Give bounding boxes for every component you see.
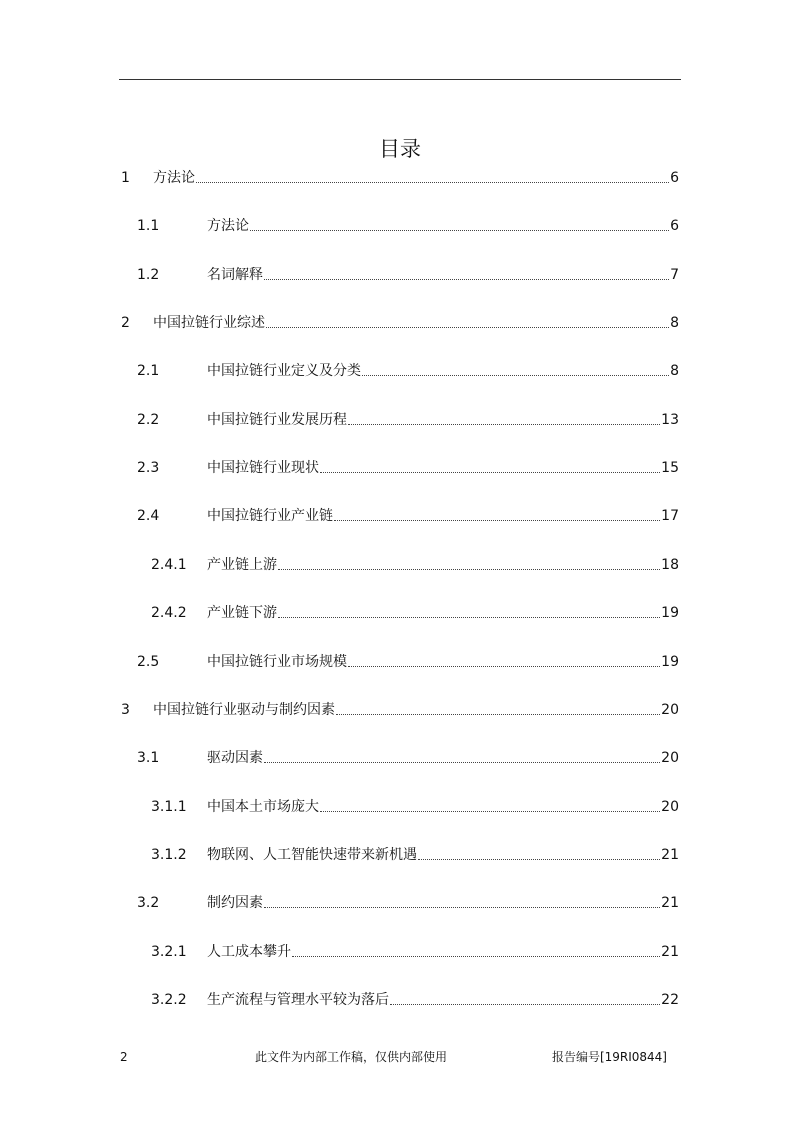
- toc-entry-page: 21: [661, 944, 679, 960]
- toc-entry-number: 2.1: [137, 363, 160, 379]
- footer-page-number: 2: [120, 1050, 128, 1064]
- toc-dot-leader: [278, 616, 660, 618]
- toc-entry-title: 名词解释: [207, 267, 263, 283]
- toc-entry-title: 中国拉链行业驱动与制约因素: [153, 702, 335, 718]
- toc-entry-page: 8: [670, 315, 679, 331]
- toc-dot-leader: [250, 229, 669, 231]
- toc-dot-leader: [348, 665, 660, 667]
- toc-entry-page: 13: [661, 412, 679, 428]
- toc-entry-page: 20: [661, 799, 679, 815]
- toc-entry-page: 20: [661, 702, 679, 718]
- toc-entry-title: 中国拉链行业产业链: [207, 508, 333, 524]
- toc-entry-page: 17: [661, 508, 679, 524]
- toc-entry-page: 21: [661, 847, 679, 863]
- toc-entry-number: 1.1: [137, 218, 160, 234]
- toc-entry-page: 6: [670, 218, 679, 234]
- toc-entry[interactable]: [119, 216, 681, 236]
- toc-entry[interactable]: [119, 652, 681, 672]
- toc-entry-number: 2.4: [137, 508, 160, 524]
- toc-entry-page: 22: [661, 992, 679, 1008]
- toc-entry-number: 3.2: [137, 895, 160, 911]
- toc-entry-title: 中国本土市场庞大: [207, 799, 319, 815]
- toc-entry-title: 方法论: [207, 218, 249, 234]
- toc-entry-title: 物联网、人工智能快速带来新机遇: [207, 847, 417, 863]
- toc-dot-leader: [264, 761, 660, 763]
- toc-dot-leader: [336, 713, 660, 715]
- toc-entry[interactable]: [119, 845, 681, 865]
- toc-entry-title: 产业链上游: [207, 557, 277, 573]
- toc-entry-number: 3.2.2: [151, 992, 187, 1008]
- toc-entry[interactable]: [119, 168, 681, 188]
- toc-entry-title: 方法论: [153, 170, 195, 186]
- toc-entry-number: 3.1: [137, 750, 160, 766]
- toc-dot-leader: [320, 810, 660, 812]
- toc-entry-number: 3.1.1: [151, 799, 187, 815]
- toc-entry-page: 7: [670, 267, 679, 283]
- toc-dot-leader: [348, 423, 660, 425]
- toc-entry-page: 18: [661, 557, 679, 573]
- toc-entry-page: 15: [661, 460, 679, 476]
- toc-entry[interactable]: [119, 700, 681, 720]
- toc-entry-number: 1: [121, 170, 130, 186]
- toc-entry-title: 产业链下游: [207, 605, 277, 621]
- footer-note: 此文件为内部工作稿，仅供内部使用: [255, 1050, 448, 1064]
- toc-entry[interactable]: [119, 410, 681, 430]
- toc-entry[interactable]: [119, 603, 681, 623]
- toc-dot-leader: [264, 278, 669, 280]
- toc-entry-page: 19: [661, 605, 679, 621]
- toc-entry-title: 中国拉链行业综述: [153, 315, 265, 331]
- toc-title: 目录: [379, 137, 421, 162]
- toc-entry-number: 2.5: [137, 654, 160, 670]
- toc-dot-leader: [196, 181, 669, 183]
- toc-entry[interactable]: [119, 361, 681, 381]
- toc-entry-title: 人工成本攀升: [207, 944, 291, 960]
- toc-entry[interactable]: [119, 458, 681, 478]
- toc-entry-page: 20: [661, 750, 679, 766]
- toc-dot-leader: [334, 519, 660, 521]
- toc-entry-number: 2: [121, 315, 130, 331]
- header-rule: [119, 79, 681, 80]
- toc-entry[interactable]: [119, 265, 681, 285]
- toc-entry[interactable]: [119, 990, 681, 1010]
- toc-dot-leader: [278, 568, 660, 570]
- toc-entry[interactable]: [119, 555, 681, 575]
- toc-entry[interactable]: [119, 748, 681, 768]
- toc-entry-number: 1.2: [137, 267, 160, 283]
- footer-report-number: 报告编号[19RI0844]: [551, 1050, 667, 1064]
- toc-dot-leader: [320, 471, 660, 473]
- toc-entry-number: 3.2.1: [151, 944, 187, 960]
- toc-entry[interactable]: [119, 797, 681, 817]
- toc-entry-title: 中国拉链行业发展历程: [207, 412, 347, 428]
- toc-entry-number: 3.1.2: [151, 847, 187, 863]
- toc-entry-title: 驱动因素: [207, 750, 263, 766]
- toc-dot-leader: [292, 955, 660, 957]
- toc-entry-title: 中国拉链行业定义及分类: [207, 363, 361, 379]
- toc-entry[interactable]: [119, 313, 681, 333]
- toc-entry-number: 3: [121, 702, 130, 718]
- toc-entry-number: 2.2: [137, 412, 160, 428]
- toc-entry[interactable]: [119, 942, 681, 962]
- toc-entry[interactable]: [119, 893, 681, 913]
- toc-entry-number: 2.4.2: [151, 605, 187, 621]
- toc-entry-page: 19: [661, 654, 679, 670]
- toc-entry-number: 2.3: [137, 460, 160, 476]
- toc-dot-leader: [266, 326, 669, 328]
- toc-entry[interactable]: [119, 506, 681, 526]
- toc-entry-title: 中国拉链行业现状: [207, 460, 319, 476]
- toc-entry-page: 21: [661, 895, 679, 911]
- toc-dot-leader: [418, 858, 660, 860]
- toc-dot-leader: [362, 374, 669, 376]
- toc-dot-leader: [264, 906, 660, 908]
- toc-entry-page: 6: [670, 170, 679, 186]
- toc-entry-title: 制约因素: [207, 895, 263, 911]
- toc-dot-leader: [390, 1003, 660, 1005]
- toc-entry-number: 2.4.1: [151, 557, 187, 573]
- toc-entry-title: 生产流程与管理水平较为落后: [207, 992, 389, 1008]
- toc-entry-page: 8: [670, 363, 679, 379]
- toc-entry-title: 中国拉链行业市场规模: [207, 654, 347, 670]
